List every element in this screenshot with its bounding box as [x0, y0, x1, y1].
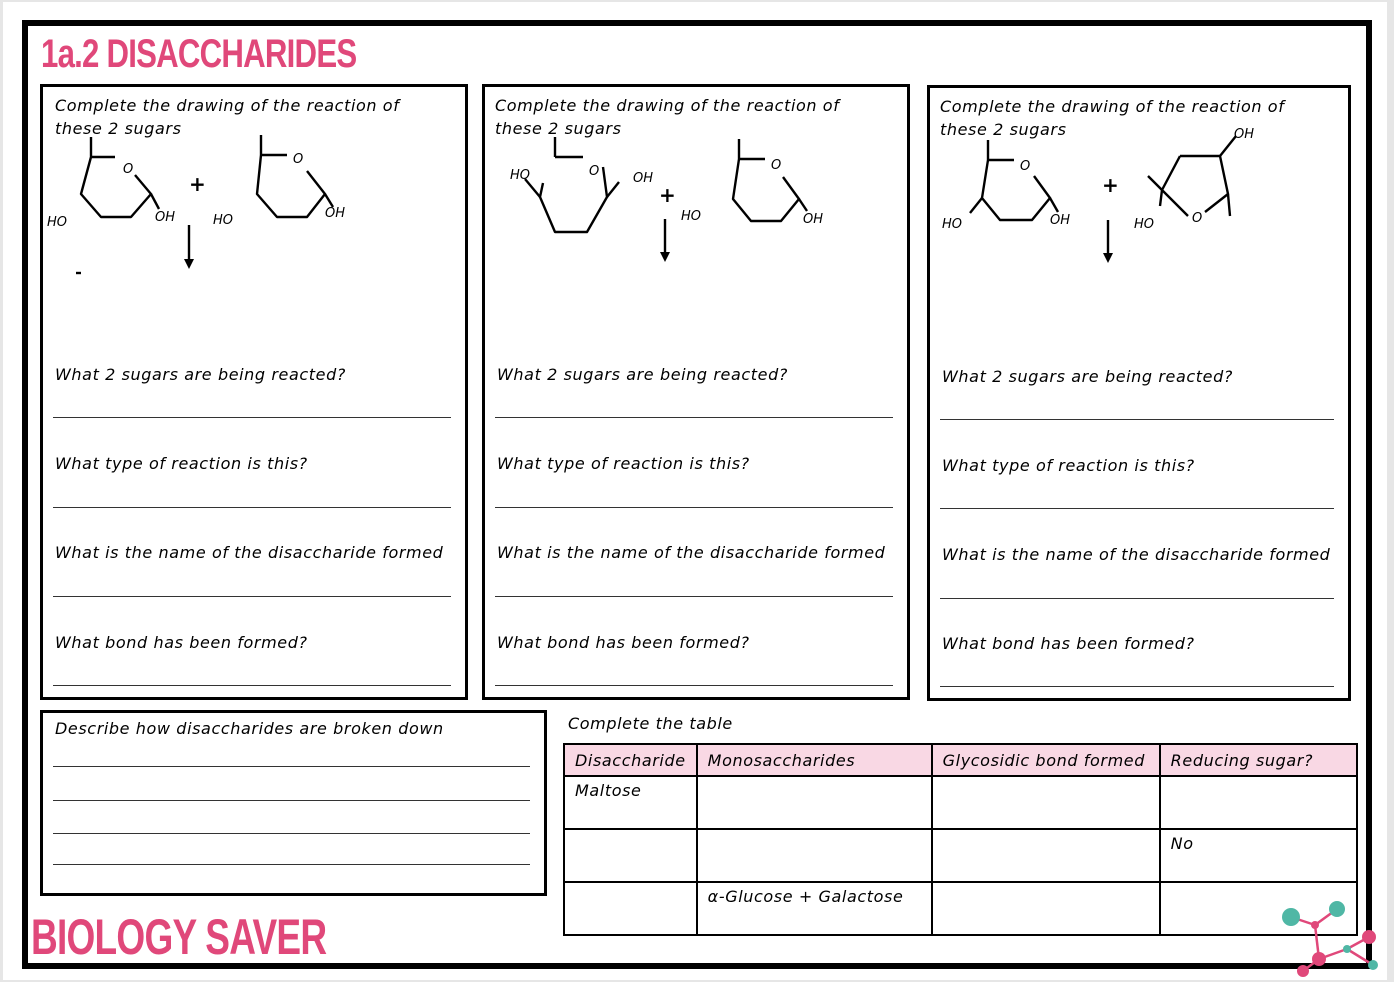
panel-3-question-4: What bond has been formed? — [942, 634, 1195, 653]
panel-2-question-4: What bond has been formed? — [497, 633, 750, 652]
panel-1-question-1: What 2 sugars are being reacted? — [55, 365, 346, 384]
panel-3-structures — [930, 88, 1354, 278]
table-row — [564, 829, 1357, 882]
panel-2-ho2: HO — [681, 209, 702, 224]
table-cell[interactable] — [697, 829, 932, 882]
panel-1-o2: O — [293, 152, 304, 167]
panel-3-ho2: HO — [1134, 217, 1155, 232]
panel-3-question-2: What type of reaction is this? — [942, 456, 1195, 475]
panel-1-ho2: HO — [213, 213, 234, 228]
panel-2-o2: O — [771, 158, 782, 173]
answer-line[interactable] — [495, 507, 893, 508]
table-cell[interactable] — [564, 829, 697, 882]
answer-line[interactable] — [940, 686, 1334, 687]
panel-1-ho1: HO — [47, 215, 68, 230]
panel-3-question-1: What 2 sugars are being reacted? — [942, 367, 1233, 386]
panel-3-prompt: Complete the drawing of the reaction of these 2 sugars — [940, 97, 1285, 139]
plus-icon: + — [659, 183, 676, 207]
answer-line[interactable] — [940, 508, 1334, 509]
table-header-row — [564, 744, 1357, 776]
brand-logo: BIOLOGY SAVER — [31, 909, 327, 965]
panel-1-oh2: OH — [325, 206, 346, 221]
table-cell[interactable]: Maltose — [564, 776, 697, 829]
panel-3-question-3: What is the name of the disaccharide formed — [942, 545, 1331, 564]
panel-1-question-4: What bond has been formed? — [55, 633, 308, 652]
answer-line[interactable] — [53, 596, 451, 597]
table-cell[interactable]: No — [1160, 829, 1357, 882]
disaccharide-table — [563, 743, 1358, 936]
answer-line[interactable] — [53, 685, 451, 686]
header-disaccharide: Disaccharide — [564, 744, 697, 776]
header-monosaccharides: Monosaccharides — [697, 744, 932, 776]
reaction-panel-1 — [40, 84, 468, 700]
panel-2-o1: O — [589, 164, 600, 179]
answer-line[interactable] — [940, 598, 1334, 599]
answer-line[interactable] — [53, 766, 530, 767]
describe-box — [40, 710, 547, 896]
reaction-panel-2 — [482, 84, 910, 700]
table-cell[interactable]: α-Glucose + Galactose — [697, 882, 932, 935]
table-cell[interactable] — [932, 829, 1160, 882]
answer-line[interactable] — [495, 596, 893, 597]
panel-3-o1: O — [1020, 159, 1031, 174]
answer-line[interactable] — [495, 417, 893, 418]
header-glycosidic-bond: Glycosidic bond formed — [932, 744, 1160, 776]
plus-icon: + — [1102, 173, 1119, 197]
panel-1-prompt: Complete the drawing of the reaction of these 2 sugars — [55, 96, 400, 138]
panel-3-oh2: OH — [1234, 127, 1255, 142]
panel-2-ho1: HO — [510, 168, 531, 183]
answer-line[interactable] — [53, 800, 530, 801]
answer-line[interactable] — [495, 685, 893, 686]
panel-1-o1: O — [123, 162, 134, 177]
describe-prompt: Describe how disaccharides are broken down — [55, 719, 444, 738]
answer-line[interactable] — [940, 419, 1334, 420]
table-row — [564, 776, 1357, 829]
panel-2-question-3: What is the name of the disaccharide formed — [497, 543, 886, 562]
panel-2-question-1: What 2 sugars are being reacted? — [497, 365, 788, 384]
panel-3-ho1: HO — [942, 217, 963, 232]
molecule-icon — [1273, 897, 1383, 979]
table-cell[interactable] — [697, 776, 932, 829]
plus-icon: + — [189, 172, 206, 196]
answer-line[interactable] — [53, 864, 530, 865]
panel-2-question-2: What type of reaction is this? — [497, 454, 750, 473]
panel-1-structures — [43, 87, 471, 277]
answer-line[interactable] — [53, 833, 530, 834]
header-reducing-sugar: Reducing sugar? — [1160, 744, 1357, 776]
table-cell[interactable] — [932, 882, 1160, 935]
page-title: 1a.2 DISACCHARIDES — [41, 32, 357, 76]
table-cell[interactable] — [932, 776, 1160, 829]
table-cell[interactable] — [564, 882, 697, 935]
worksheet-page — [3, 2, 1387, 980]
panel-1-question-3: What is the name of the disaccharide formed — [55, 543, 444, 562]
panel-1-oh1: OH — [155, 210, 176, 225]
reaction-panel-3 — [927, 85, 1351, 701]
panel-2-oh1: OH — [633, 171, 654, 186]
answer-line[interactable] — [53, 417, 451, 418]
table-row — [564, 882, 1357, 935]
table-cell[interactable] — [1160, 776, 1357, 829]
panel-3-o2: O — [1192, 211, 1203, 226]
panel-2-oh2: OH — [803, 212, 824, 227]
table-heading: Complete the table — [568, 714, 733, 733]
panel-2-structures — [485, 87, 913, 277]
answer-line[interactable] — [53, 507, 451, 508]
panel-2-prompt: Complete the drawing of the reaction of these 2 sugars — [495, 96, 840, 138]
panel-3-oh1: OH — [1050, 213, 1071, 228]
panel-1-question-2: What type of reaction is this? — [55, 454, 308, 473]
